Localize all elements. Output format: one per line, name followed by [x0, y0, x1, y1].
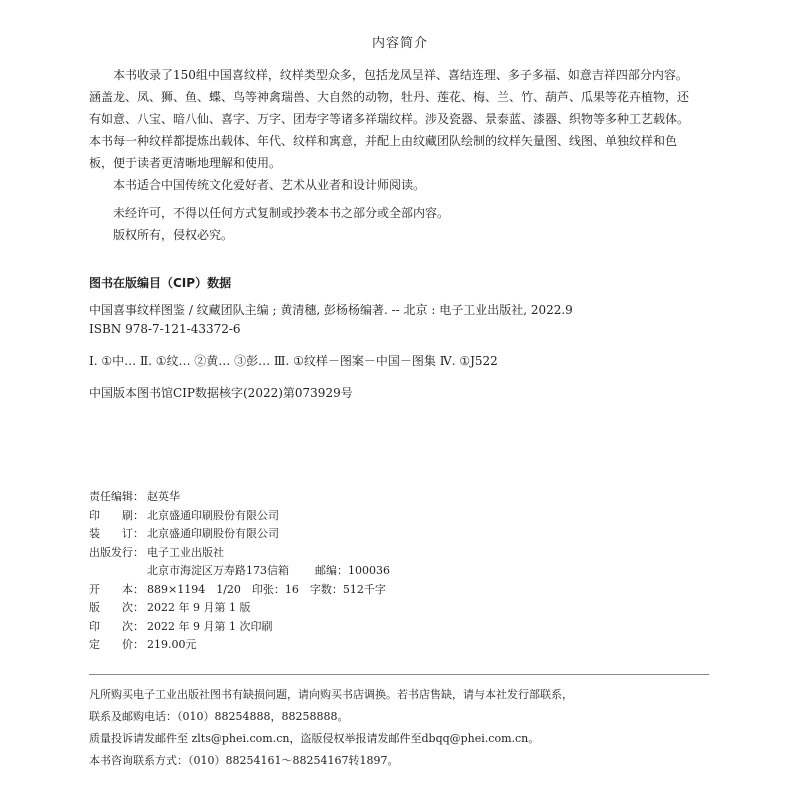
address-row — [89, 562, 390, 581]
complaint-email-line: 质量投诉请发邮件至 zlts@phei.com.cn，盗版侵权举报请发邮件至dbqq@phei.com.cn。 — [89, 732, 540, 745]
editor-value: 赵英华 — [147, 490, 180, 503]
price-label: 定 价： — [89, 638, 144, 651]
printing-row — [89, 618, 390, 637]
audience-paragraph: 本书适合中国传统文化爱好者、艺术从业者和设计师阅读。 — [113, 178, 426, 192]
cip-record-number: 中国版本图书馆CIP数据核字(2022)第073929号 — [89, 386, 353, 400]
contact-footer — [89, 684, 573, 772]
cip-classification: Ⅰ. ①中… Ⅱ. ①纹… ②黄… ③彭… Ⅲ. ①纹样－图案－中国－图集 Ⅳ. ①J522 — [89, 354, 498, 368]
binder-label: 装 订： — [89, 527, 144, 540]
printing-value: 2022 年 9 月第 1 次印刷 — [147, 619, 273, 633]
publisher-label: 出版发行： — [89, 545, 144, 559]
price-row — [89, 636, 390, 655]
format-value: 889×1194 1/20 印张：16 字数：512千字 — [147, 582, 386, 596]
rights-notice: 版权所有，侵权必究。 — [113, 228, 234, 242]
page-title: 内容简介 — [371, 36, 428, 51]
address-value: 北京市海淀区万寿路173信箱 — [147, 564, 289, 577]
postcode-value: 100036 — [348, 564, 390, 577]
edition-value: 2022 年 9 月第 1 版 — [147, 601, 251, 614]
binder-value: 北京盛通印刷股份有限公司 — [147, 527, 279, 540]
printer-value: 北京盛通印刷股份有限公司 — [147, 508, 279, 522]
price-value: 219.00元 — [147, 638, 197, 651]
printer-row — [89, 507, 390, 526]
publisher-value: 电子工业出版社 — [147, 545, 224, 559]
content-summary — [89, 64, 689, 246]
inquiry-line: 本书咨询联系方式：（010）88254161～88254167转1897。 — [89, 754, 399, 767]
cip-bibliographic-line: 中国喜事纹样图鉴 / 纹藏团队主编 ; 黄清穗, 彭杨杨编著. -- 北京 : 电子工业出版社, 2022.9 — [89, 303, 573, 317]
printing-label: 印 次： — [89, 619, 144, 633]
permission-notice: 未经许可，不得以任何方式复制或抄袭本书之部分或全部内容。 — [113, 206, 450, 220]
editor-row — [89, 488, 390, 507]
summary-paragraph: 本书收录了150组中国喜纹样，纹样类型众多，包括龙凤呈祥、喜结连理、多子多福、如意吉祥四部分内容。涵盖龙、凤、狮、鱼、蝶、鸟等神禽瑞兽、大自然的动物，牡丹、莲花、梅、兰、竹、葫芦、瓜果等花卉植物，还有如意、八宝、暗八仙、喜字、万字、团寿字等诸多祥瑞纹样。涉及瓷器、景泰蓝、漆器、织物等多种工艺载体。本书每一种纹样都提炼出载体、年代、纹样和寓意，并配上由纹藏团队绘制的纹样矢量图、线图、单独纹样和色板，便于读者更清晰地理解和使用。 — [89, 68, 690, 170]
cip-heading: 图书在版编目（CIP）数据 — [89, 276, 232, 290]
imprint-block — [89, 488, 390, 655]
divider — [89, 674, 709, 675]
printer-label: 印 刷： — [89, 508, 144, 522]
editor-label: 责任编辑： — [89, 490, 144, 503]
format-row — [89, 581, 390, 600]
publisher-row — [89, 544, 390, 563]
edition-row — [89, 599, 390, 618]
cip-isbn: ISBN 978-7-121-43372-6 — [89, 322, 241, 336]
edition-label: 版 次： — [89, 601, 144, 614]
binder-row — [89, 525, 390, 544]
format-label: 开 本： — [89, 582, 144, 596]
postcode-label: 邮编： — [315, 564, 348, 577]
return-policy-line: 凡所购买电子工业出版社图书有缺损问题，请向购买书店调换。若书店售缺，请与本社发行部联系， — [89, 688, 573, 701]
phone-line: 联系及邮购电话：（010）88254888，88258888。 — [89, 710, 349, 723]
